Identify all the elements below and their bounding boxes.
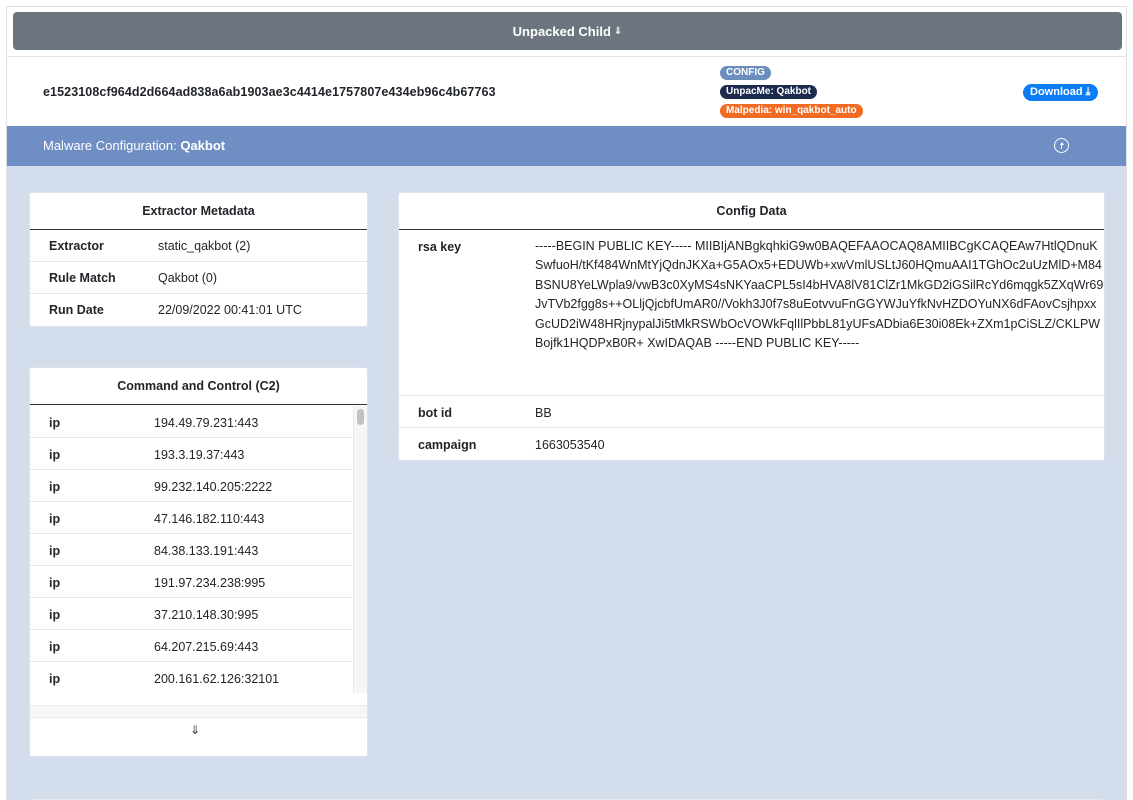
metadata-key: Run Date — [49, 303, 104, 317]
malware-family-name: Qakbot — [180, 138, 226, 153]
c2-row — [30, 406, 352, 438]
c2-card — [29, 367, 368, 757]
c2-scrollbar-thumb[interactable] — [357, 409, 364, 425]
c2-row — [30, 470, 352, 502]
config-value: 1663053540 — [535, 438, 605, 452]
double-chevron-down-icon[interactable]: ⇓ — [190, 723, 201, 737]
c2-value: 200.161.62.126:32101 — [154, 672, 280, 686]
download-icon: ⤓ — [1085, 86, 1091, 98]
c2-key: ip — [49, 672, 61, 686]
malpedia-badge[interactable]: Malpedia: win_qakbot_auto — [720, 104, 863, 118]
c2-value: 64.207.215.69:443 — [154, 640, 259, 654]
malware-configuration-label: Malware Configuration: — [43, 138, 177, 153]
c2-key: ip — [49, 576, 61, 590]
metadata-row — [30, 262, 367, 294]
config-value: BB — [535, 406, 552, 420]
c2-row — [30, 630, 352, 662]
c2-title: Command and Control (C2) — [30, 368, 367, 405]
c2-value: 47.146.182.110:443 — [154, 512, 265, 526]
config-row — [399, 230, 1104, 396]
malware-configuration-heading — [43, 138, 225, 153]
c2-value: 99.232.140.205:2222 — [154, 480, 273, 494]
c2-row — [30, 534, 352, 566]
c2-row — [30, 598, 352, 630]
rsa-key-value: -----BEGIN PUBLIC KEY----- MIIBIjANBgkqhkiG9w0BAQEFAAOCAQ8AMIIBCgKCAQEAw7HtlQDnuKSwfuoH/tKf484WnMtYjQdnJKXa+G5AOx5+EDUWb+xwVmlUSLtJ60HQmuAAI1TGhOc2uUzMlD+M84BSNU8YeLWpla9/vwB3c0XyMS4sNKYaaCPL5sI4bHVA8lV81ClZr1MkGD2iGSilRcYd6mqgk5ZXqWr69JvTVb2fgg8s++OLljQjcbfUmAR0//Vokh3J0f7s8uEotvvuFnGGYWJuYfkNvHZDOYuNX6dFAovCsjhpxxGcUD2iW48HRjnypalJi5tMkRSWbOcVOWkFqlIlPbbL81yUFsADbia6E30i08Ek+ZXm1pCiSLZ/CKLPWBojfk1HQDPxB0R+ XwIDAQAB -----END PUBLIC KEY----- — [535, 239, 1104, 351]
c2-row — [30, 502, 352, 534]
config-data-title: Config Data — [399, 193, 1104, 230]
config-row — [399, 428, 1104, 460]
c2-value: 191.97.234.238:995 — [154, 576, 266, 590]
c2-key: ip — [49, 544, 61, 558]
extractor-metadata-title: Extractor Metadata — [30, 193, 367, 230]
unpacked-child-panel — [6, 6, 1127, 800]
c2-key: ip — [49, 640, 61, 654]
metadata-key: Rule Match — [49, 271, 116, 285]
unpacme-badge[interactable]: UnpacMe: Qakbot — [720, 85, 817, 99]
c2-key: ip — [49, 608, 61, 622]
extractor-metadata-card — [29, 192, 368, 327]
metadata-row — [30, 294, 367, 326]
config-badge: CONFIG — [720, 66, 771, 80]
config-key: rsa key — [418, 240, 462, 254]
c2-footer-divider — [30, 705, 367, 718]
c2-row — [30, 566, 352, 598]
download-button[interactable] — [1023, 84, 1098, 101]
unpacked-child-title: Unpacked Child — [512, 23, 611, 39]
c2-list[interactable] — [30, 406, 367, 693]
c2-value: 193.3.19.37:443 — [154, 448, 245, 462]
metadata-value: Qakbot (0) — [158, 271, 218, 285]
metadata-value: 22/09/2022 00:41:01 UTC — [158, 303, 302, 317]
c2-value: 37.210.148.30:995 — [154, 608, 259, 622]
sample-header — [7, 56, 1127, 126]
c2-row — [30, 438, 352, 470]
config-row — [399, 396, 1104, 428]
config-content — [7, 166, 1127, 800]
malware-configuration-bar — [7, 126, 1127, 166]
c2-scrollbar[interactable] — [353, 406, 367, 693]
c2-key: ip — [49, 512, 61, 526]
c2-key: ip — [49, 448, 61, 462]
metadata-key: Extractor — [49, 239, 104, 253]
unpacked-child-toggle[interactable] — [13, 12, 1122, 50]
config-key: bot id — [418, 406, 453, 420]
sample-hash: e1523108cf964d2d664ad838a6ab1903ae3c4414e1757807e434eb96c4b67763 — [43, 85, 496, 99]
metadata-row — [30, 230, 367, 262]
c2-key: ip — [49, 416, 61, 430]
c2-key: ip — [49, 480, 61, 494]
arrow-up-circle-icon[interactable] — [1054, 138, 1069, 153]
c2-value: 194.49.79.231:443 — [154, 416, 259, 430]
config-key: campaign — [418, 438, 477, 452]
c2-value: 84.38.133.191:443 — [154, 544, 259, 558]
config-data-card — [398, 192, 1105, 461]
download-label: Download — [1030, 86, 1083, 98]
c2-row — [30, 662, 352, 693]
double-chevron-down-icon: ⇓ — [613, 25, 623, 37]
metadata-value: static_qakbot (2) — [158, 239, 251, 253]
